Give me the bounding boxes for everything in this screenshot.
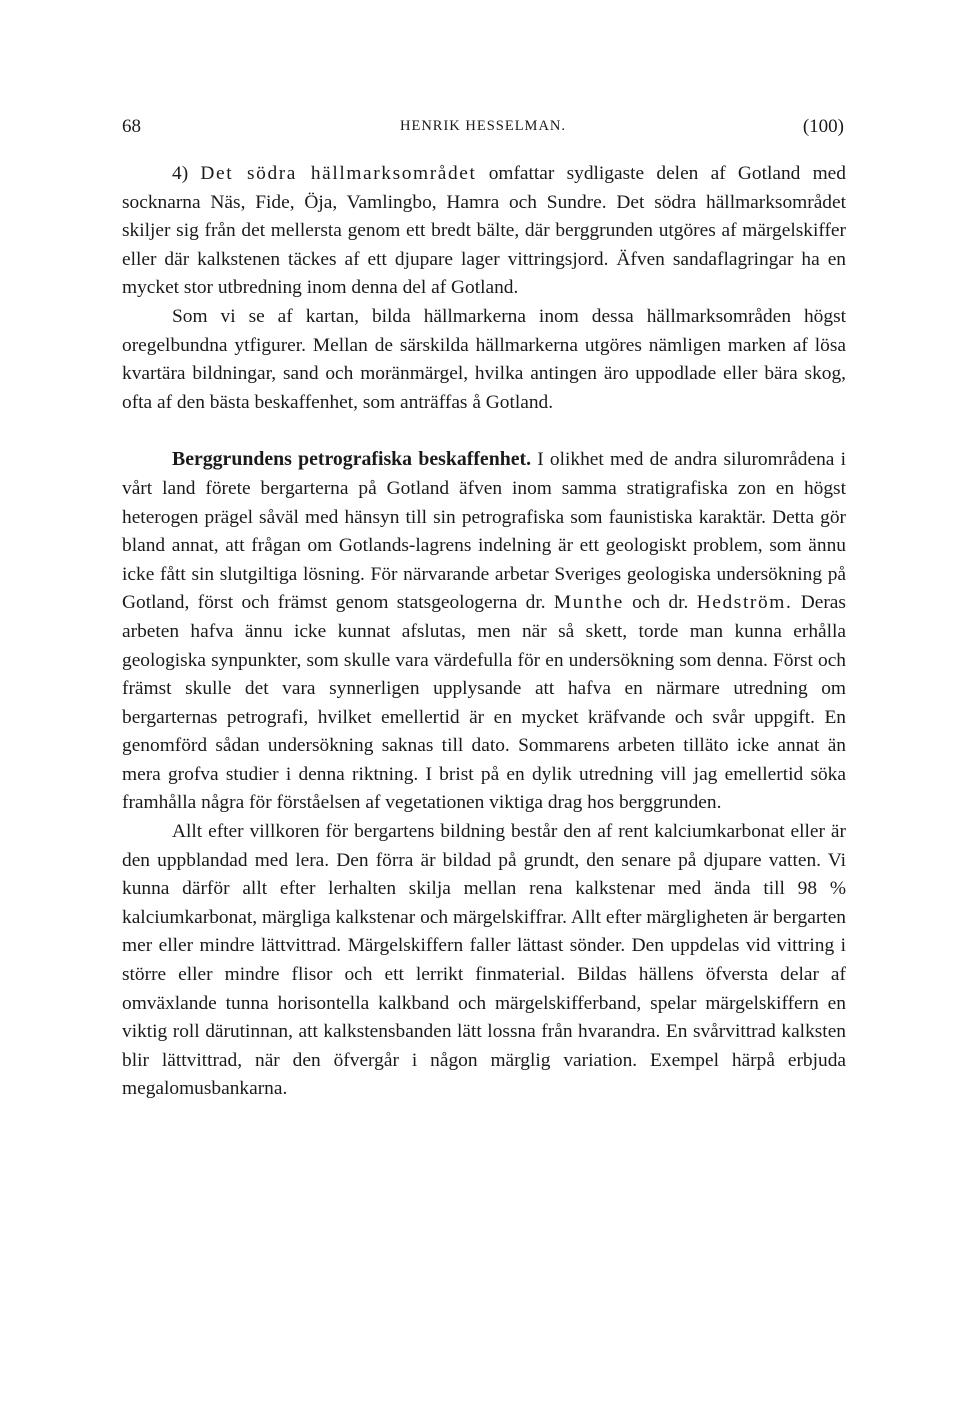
section-number: (100) <box>802 116 844 137</box>
paragraph-rock-formation <box>122 818 846 1104</box>
section-heading: Berggrundens petrografiska beskaffenhet. <box>172 448 532 471</box>
paragraph-petrography <box>122 445 846 818</box>
paragraph-text: omfattar sydligaste delen af Gotland med socknarna Näs, Fide, Öja, Vamlingbo, Hamra och Sundre. Det södra hällmarksområdet skiljer sig från det mellersta genom ett bredt bälte, där berggrunden utgöres af märgelskiffer eller där kalkstenen täckes af ett djupare lager vittringsjord. Äfven sandaflagringar ha en mycket stor utbredning inom denna del af Gotland. <box>122 163 846 299</box>
page-header <box>122 116 844 146</box>
paragraph-text: I olikhet med de andra silurområdena i vårt land förete bergarterna på Gotland äfven inom samma stratigrafiska zon en högst heterogen prägel såväl med hänsyn till sin petrografiska som faunistiska karaktär. Detta gör bland annat, att frågan om Gotlands-lagrens indelning är ett geologiskt problem, som ännu icke fått sin slutgiltiga lösning. För närvarande arbetar Sveriges geologiska undersökning på Gotland, först och främst genom statsgeologerna dr. <box>122 449 846 614</box>
paragraph-text: Som vi se af kartan, bilda hällmarkerna inom dessa hällmarksområden högst oregelbundna ytfigurer. Mellan de särskilda hällmarkerna utgöres nämligen marken af lösa kvartära bildningar, sand och moränmärgel, hvilka antingen äro uppodlade eller bära skog, ofta af den bästa beskaffenhet, som anträffas å Gotland. <box>122 305 846 413</box>
person-name-munthe: Munthe <box>553 592 624 614</box>
paragraph-text: Allt efter villkoren för bergartens bildning består den af rent kalciumkarbonat eller är den uppblandad med lera. Den förra är bildad på grundt, den senare på djupare vatten. Vi kunna därför allt efter lerhalten skilja mellan rena kalkstenar med ända till 98 % kalciumkarbonat, märgliga kalkstenar och märgelskiffrar. Allt efter märgligheten är bergarten mer eller mindre lättvittrad. Märgelskiffern faller lättast sönder. Den uppdelas vid vittring i större eller mindre flisor och ett lerrikt finmaterial. Bildas hällens öfversta delar af omväxlande tunna horisontella kalkband och märgelskifferband, spelar märgelskiffern en viktig roll därutinnan, att kalkstensbanden lätt lossna från hvarandra. En svårvittrad kalksten blir lättvittrad, när den öfvergår i någon märglig variation. Exempel härpå erbjuda megalomusbankarna. <box>122 821 846 1100</box>
paragraph-southern-area <box>122 160 846 303</box>
body-text <box>122 160 846 1104</box>
paragraph-text: Deras arbeten hafva ännu icke kunnat afslutas, men när så skett, torde man kunna erhålla geologiska synpunkter, som skulle vara värdefulla för en undersökning som denna. Först och främst skulle det vara synnerligen upplysande att hafva en närmare utredning om bergarternas petrografi, hvilket emellertid är en mycket kräfvande och svår uppgift. En genomförd sådan undersökning saknas till dato. Sommarens arbeten tilläto icke annat än mera grofva studier i denna riktning. I brist på en dylik utredning vill jag emellertid söka framhålla några för förståelsen af vegetationen viktiga drag hos berggrunden. <box>122 592 846 814</box>
person-name-hedstrom: Hedström. <box>696 592 793 614</box>
page-number: 68 <box>122 116 141 137</box>
paragraph-map-observation <box>122 303 846 417</box>
running-title: HENRIK HESSELMAN. <box>399 118 567 134</box>
area-name: Det södra hällmarksområdet <box>200 163 477 184</box>
paragraph-text: och dr. <box>632 592 689 614</box>
list-label: 4) <box>172 163 189 184</box>
